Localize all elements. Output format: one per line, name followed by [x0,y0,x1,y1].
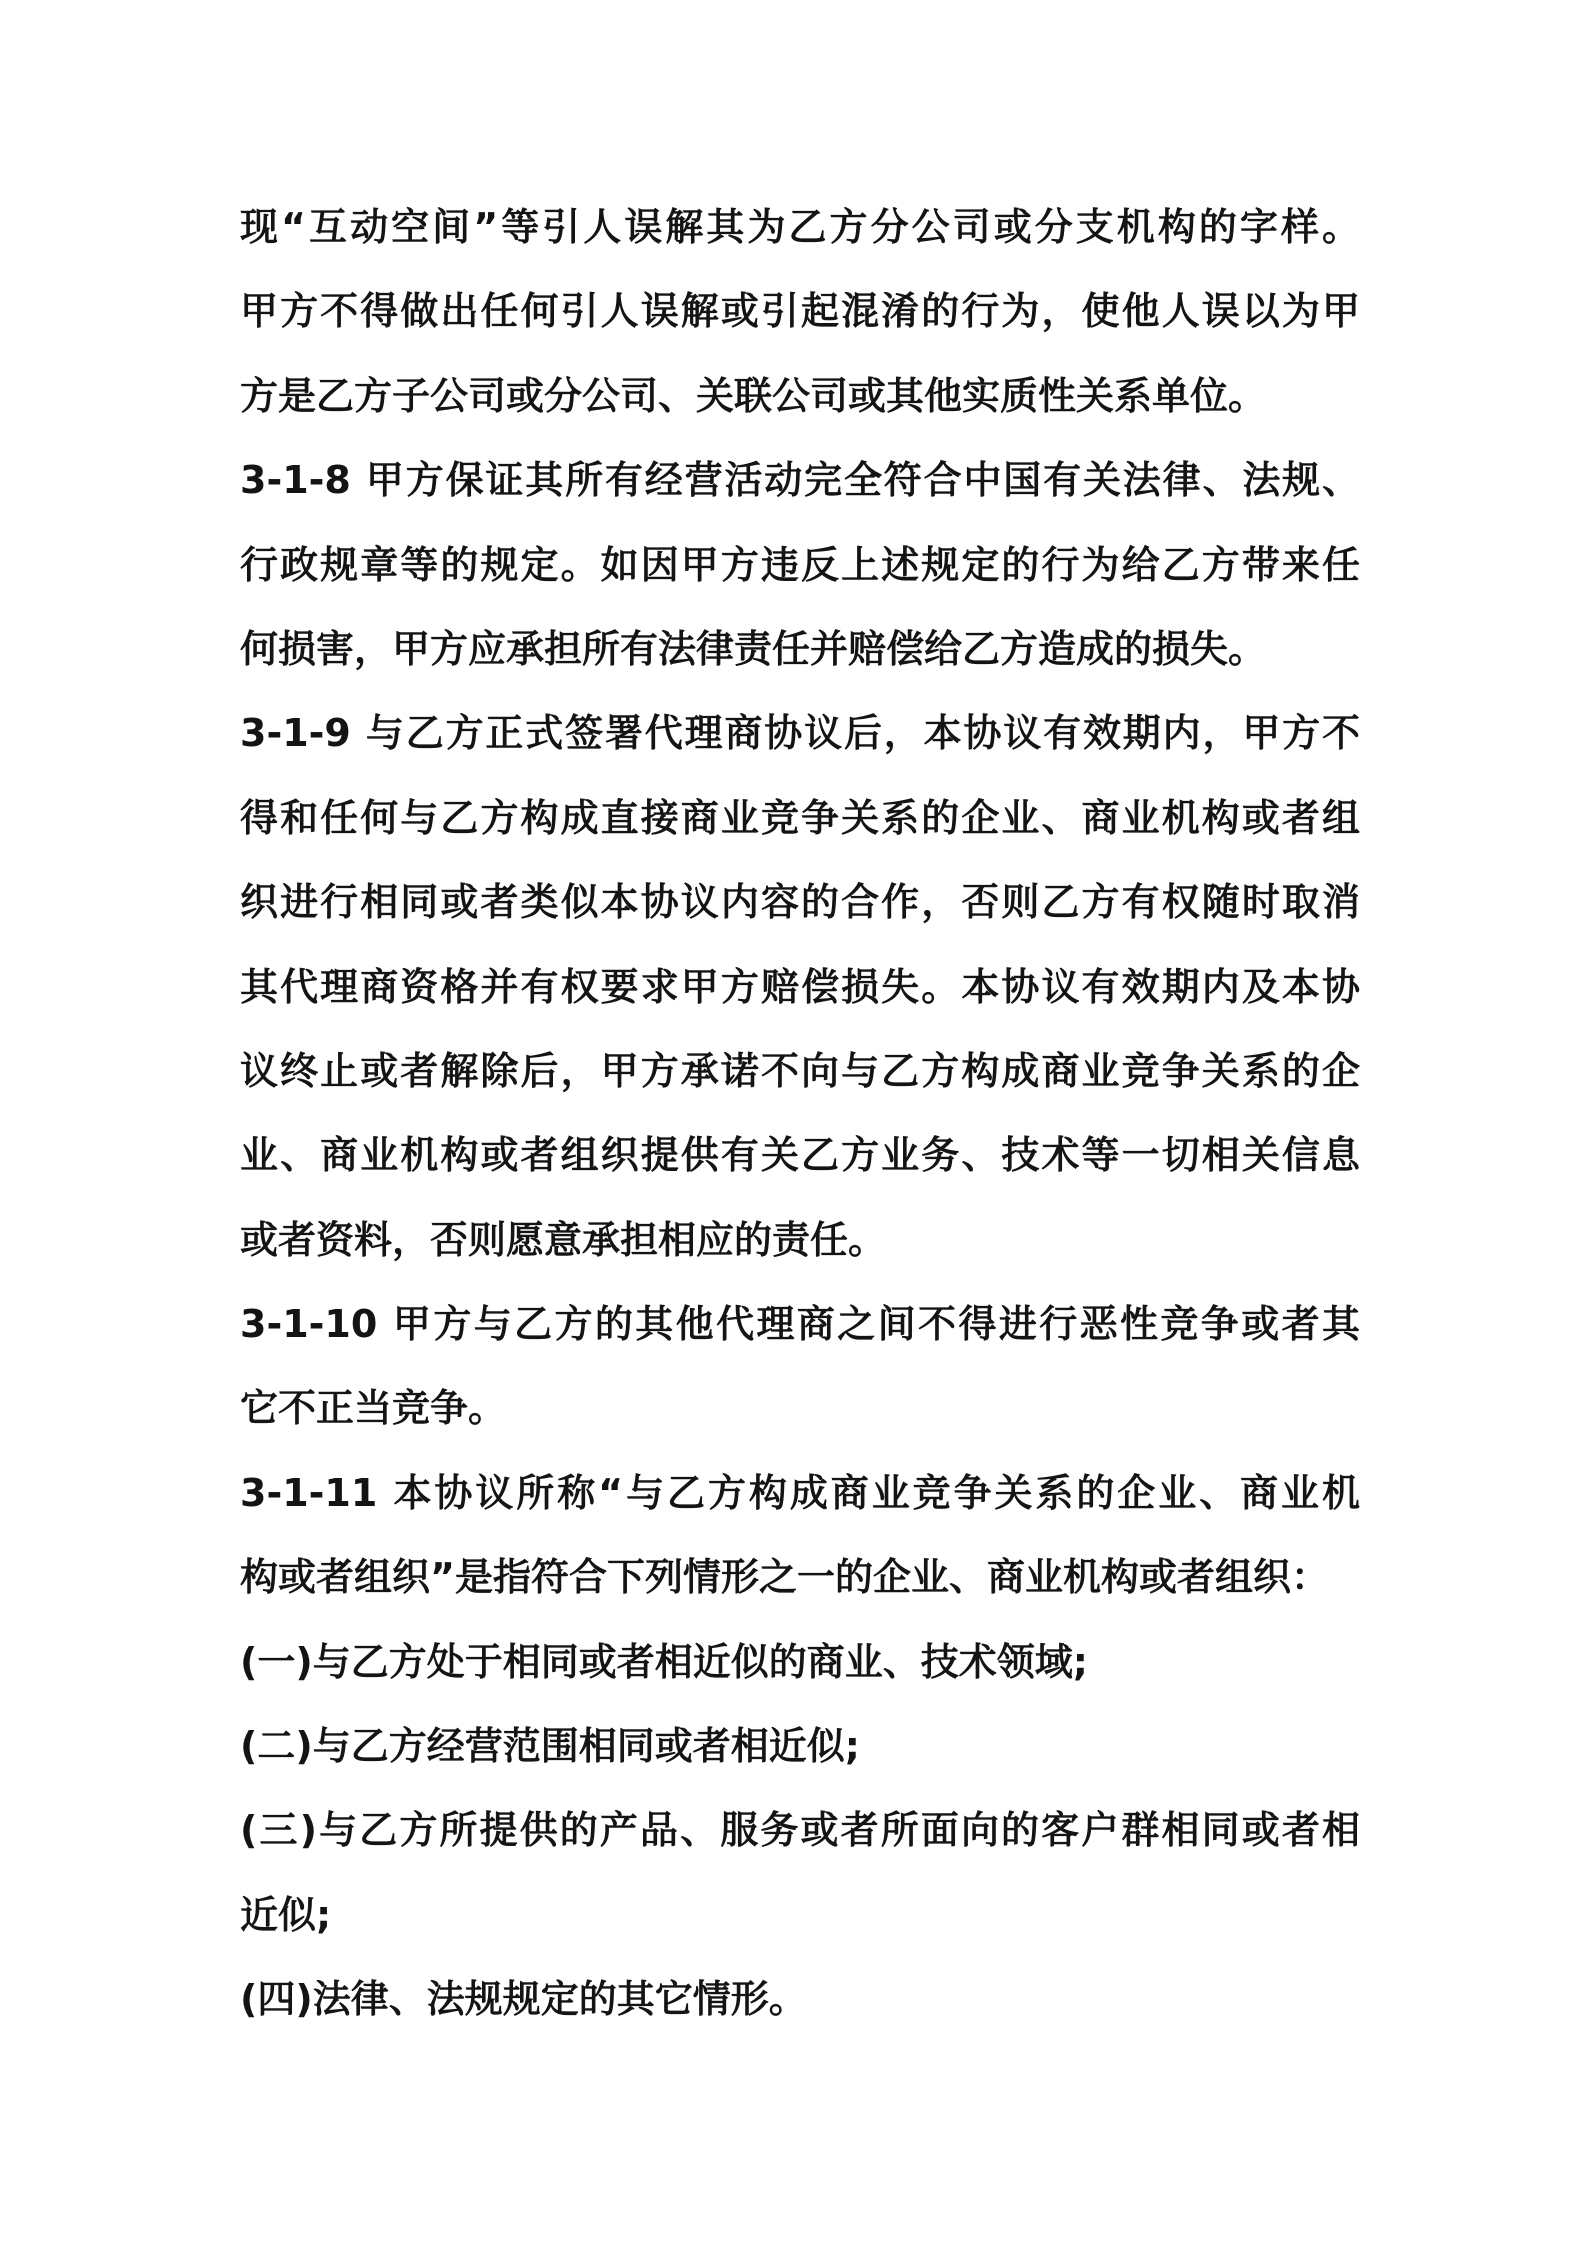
text-line: 现“互动空间”等引人误解其为乙方分公司或分支机构的字样。 [240,205,1360,249]
clause-3-1-8-line: 3-1-8 甲方保证其所有经营活动完全符合中国有关法律、法规、 [240,458,1360,503]
clause-3-1-9-line: 3-1-9 与乙方正式签署代理商协议后，本协议有效期内，甲方不 [240,711,1360,756]
text-line: 何损害，甲方应承担所有法律责任并赔偿给乙方造成的损失。 [240,626,1267,671]
contract-text-body [240,185,1360,2042]
list-item-1: (一)与乙方处于相同或者相近似的商业、技术领域; [240,1639,1088,1684]
text-line: 近似; [240,1892,332,1937]
text-line: 其代理商资格并有权要求甲方赔偿损失。本协议有效期内及本协 [240,964,1360,1009]
text-line: 或者资料，否则愿意承担相应的责任。 [240,1217,887,1262]
text-line: 它不正当竞争。 [240,1386,507,1431]
list-item-3: (三)与乙方所提供的产品、服务或者所面向的客户群相同或者相 [240,1808,1360,1853]
text-line: 业、商业机构或者组织提供有关乙方业务、技术等一切相关信息 [240,1133,1360,1178]
text-line: 议终止或者解除后，甲方承诺不向与乙方构成商业竞争关系的企 [240,1048,1360,1093]
list-item-4: (四)法律、法规规定的其它情形。 [240,1977,807,2022]
text-line: 织进行相同或者类似本协议内容的合作，否则乙方有权随时取消 [240,880,1360,925]
clause-3-1-11-line: 3-1-11 本协议所称“与乙方构成商业竞争关系的企业、商业机 [240,1470,1360,1515]
clause-3-1-10-line: 3-1-10 甲方与乙方的其他代理商之间不得进行恶性竞争或者其 [240,1302,1360,1347]
list-item-2: (二)与乙方经营范围相同或者相近似; [240,1724,860,1769]
text-line: 构或者组织”是指符合下列情形之一的企业、商业机构或者组织： [240,1555,1329,1600]
text-line: 行政规章等的规定。如因甲方违反上述规定的行为给乙方带来任 [240,542,1360,587]
text-line: 得和任何与乙方构成直接商业竞争关系的企业、商业机构或者组 [240,795,1360,840]
text-line: 甲方不得做出任何引人误解或引起混淆的行为，使他人误以为甲 [240,289,1360,334]
text-line: 方是乙方子公司或分公司、关联公司或其他实质性关系单位。 [240,373,1267,418]
